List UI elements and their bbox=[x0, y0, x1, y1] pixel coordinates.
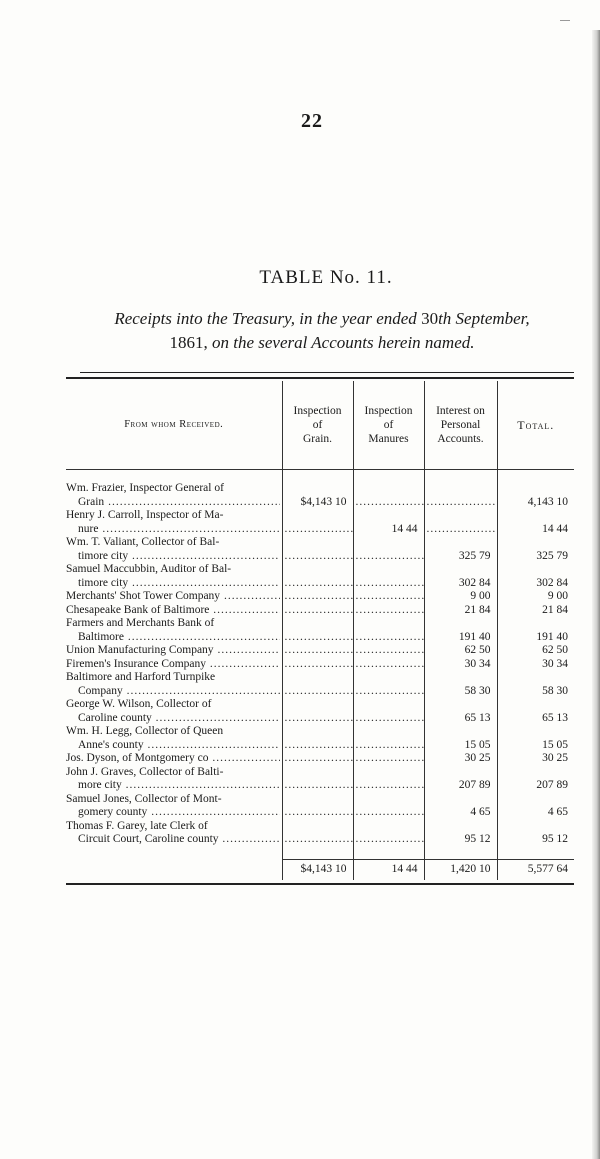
manures-amount-cell bbox=[353, 631, 424, 645]
manures-amount-cell bbox=[353, 509, 424, 523]
manures-amount-cell bbox=[353, 820, 424, 834]
receipt-source-line: Wm. T. Valiant, Collector of Bal- bbox=[66, 536, 220, 548]
grain-amount-cell bbox=[282, 698, 353, 712]
total-amount-cell: 65 13 bbox=[497, 712, 574, 726]
manures-amount-cell bbox=[353, 779, 424, 793]
grain-amount-cell bbox=[282, 820, 353, 834]
table-bottom-rule bbox=[66, 883, 574, 885]
total-amount-cell: 62 50 bbox=[497, 644, 574, 658]
receipts-grid bbox=[66, 381, 574, 880]
grain-amount-cell bbox=[282, 671, 353, 685]
manures-amount-cell bbox=[353, 685, 424, 699]
receipt-source-line: Firemen's Insurance Company ..... bbox=[66, 658, 280, 672]
grain-amount-cell bbox=[282, 523, 353, 537]
grain-amount-cell bbox=[282, 536, 353, 550]
manures-amount-cell bbox=[353, 712, 424, 726]
total-amount-cell bbox=[497, 617, 574, 631]
table-row bbox=[66, 496, 574, 510]
receipt-source-cell bbox=[66, 725, 282, 739]
receipt-source-cell bbox=[66, 671, 282, 685]
receipt-source-line: Farmers and Merchants Bank of bbox=[66, 617, 215, 629]
header-interest-line3: Accounts. bbox=[437, 433, 484, 445]
table-subtitle bbox=[66, 307, 578, 355]
receipt-source-cell bbox=[66, 577, 282, 591]
receipt-source-line: John J. Graves, Collector of Balti- bbox=[66, 765, 224, 778]
receipt-source-line: Union Manufacturing Company ..... bbox=[66, 644, 280, 658]
receipt-source-line: Samuel Maccubbin, Auditor of Bal- bbox=[66, 563, 232, 575]
interest-amount-cell bbox=[424, 671, 497, 685]
receipt-source-cell bbox=[66, 550, 282, 564]
table-row bbox=[66, 725, 574, 739]
receipt-source-line: Baltimore ..... bbox=[66, 631, 280, 645]
manures-amount-cell bbox=[353, 604, 424, 618]
header-interest-personal-accounts bbox=[424, 381, 497, 470]
total-amount-cell bbox=[497, 820, 574, 834]
table-row bbox=[66, 833, 574, 847]
header-from-whom-received: From whom Received. bbox=[66, 381, 282, 470]
table-row bbox=[66, 617, 574, 631]
receipt-source-line: George W. Wilson, Collector of bbox=[66, 698, 212, 710]
page-number: 22 bbox=[301, 110, 323, 132]
receipt-source-cell bbox=[66, 536, 282, 550]
receipt-source-line: Samuel Jones, Collector of Mont- bbox=[66, 792, 222, 805]
header-manures-line1: Inspection bbox=[364, 405, 413, 417]
total-manures-cell: 14 44 bbox=[353, 859, 424, 880]
interest-amount-cell: 30 34 bbox=[424, 658, 497, 672]
manures-amount-cell bbox=[353, 536, 424, 550]
grain-amount-cell bbox=[282, 685, 353, 699]
receipt-source-cell bbox=[66, 658, 282, 672]
table-row bbox=[66, 752, 574, 766]
manures-amount-cell bbox=[353, 739, 424, 753]
header-total: Total. bbox=[497, 381, 574, 470]
interest-amount-cell: 325 79 bbox=[424, 550, 497, 564]
table-row bbox=[66, 536, 574, 550]
receipt-source-line: Grain ..... bbox=[66, 496, 280, 510]
total-amount-cell bbox=[497, 671, 574, 685]
interest-amount-cell: 4 65 bbox=[424, 806, 497, 820]
table-row bbox=[66, 712, 574, 726]
interest-amount-cell: 21 84 bbox=[424, 604, 497, 618]
manures-amount-cell bbox=[353, 671, 424, 685]
total-amount-cell bbox=[497, 725, 574, 739]
interest-amount-cell: 65 13 bbox=[424, 712, 497, 726]
receipt-source-line: Wm. H. Legg, Collector of Queen bbox=[66, 725, 224, 737]
receipt-source-cell bbox=[66, 509, 282, 523]
grain-amount-cell bbox=[282, 509, 353, 523]
table-row bbox=[66, 482, 574, 496]
grain-amount-cell bbox=[282, 482, 353, 496]
total-amount-cell: 4 65 bbox=[497, 806, 574, 820]
manures-amount-cell bbox=[353, 482, 424, 496]
interest-amount-cell: 302 84 bbox=[424, 577, 497, 591]
spacer-row bbox=[66, 470, 574, 483]
table-row bbox=[66, 631, 574, 645]
total-amount-cell: 207 89 bbox=[497, 779, 574, 793]
table-row bbox=[66, 685, 574, 699]
receipt-source-cell bbox=[66, 833, 282, 847]
table-row bbox=[66, 739, 574, 753]
receipt-source-cell bbox=[66, 590, 282, 604]
manures-amount-cell bbox=[353, 563, 424, 577]
interest-amount-cell bbox=[424, 509, 497, 523]
total-total-cell: 5,577 64 bbox=[497, 859, 574, 880]
receipt-source-line: Jos. Dyson, of Montgomery co ..... bbox=[66, 752, 280, 766]
grain-amount-cell bbox=[282, 725, 353, 739]
header-inspection-manures bbox=[353, 381, 424, 470]
manures-amount-cell bbox=[353, 617, 424, 631]
total-amount-cell: 95 12 bbox=[497, 833, 574, 847]
receipt-source-cell bbox=[66, 712, 282, 726]
grain-amount-cell bbox=[282, 712, 353, 726]
interest-amount-cell bbox=[424, 793, 497, 807]
receipt-source-cell bbox=[66, 563, 282, 577]
manures-amount-cell bbox=[353, 725, 424, 739]
table-title: TABLE No. 11. bbox=[259, 267, 393, 288]
receipt-source-line: Circuit Court, Caroline county ..... bbox=[66, 833, 280, 847]
total-amount-cell: 21 84 bbox=[497, 604, 574, 618]
interest-amount-cell: 207 89 bbox=[424, 779, 497, 793]
receipt-source-cell bbox=[66, 644, 282, 658]
header-interest-line1: Interest on bbox=[436, 405, 485, 417]
table-row bbox=[66, 509, 574, 523]
grain-amount-cell bbox=[282, 766, 353, 780]
interest-amount-cell: 58 30 bbox=[424, 685, 497, 699]
receipt-source-cell bbox=[66, 779, 282, 793]
total-amount-cell: 325 79 bbox=[497, 550, 574, 564]
receipt-source-cell bbox=[66, 752, 282, 766]
table-row bbox=[66, 644, 574, 658]
header-row bbox=[66, 381, 574, 470]
header-manures-line2: of bbox=[383, 419, 394, 431]
receipt-source-line: Henry J. Carroll, Inspector of Ma- bbox=[66, 509, 224, 521]
receipt-source-cell bbox=[66, 766, 282, 780]
receipt-source-cell bbox=[66, 631, 282, 645]
total-interest-cell: 1,420 10 bbox=[424, 859, 497, 880]
table-row bbox=[66, 806, 574, 820]
table-row bbox=[66, 658, 574, 672]
manures-amount-cell: 14 44 bbox=[353, 523, 424, 537]
table-top-rule bbox=[80, 372, 574, 373]
receipt-source-cell bbox=[66, 604, 282, 618]
receipt-source-line: Merchants' Shot Tower Company ..... bbox=[66, 590, 280, 604]
totals-label-cell bbox=[66, 859, 282, 880]
receipt-source-cell bbox=[66, 482, 282, 496]
manures-amount-cell bbox=[353, 496, 424, 510]
receipt-source-cell bbox=[66, 617, 282, 631]
table-row bbox=[66, 766, 574, 780]
total-amount-cell bbox=[497, 793, 574, 807]
manures-amount-cell bbox=[353, 752, 424, 766]
total-amount-cell bbox=[497, 509, 574, 523]
table-row bbox=[66, 779, 574, 793]
receipt-source-cell bbox=[66, 793, 282, 807]
manures-amount-cell bbox=[353, 806, 424, 820]
receipt-source-cell bbox=[66, 820, 282, 834]
total-amount-cell: 30 25 bbox=[497, 752, 574, 766]
grain-amount-cell bbox=[282, 658, 353, 672]
grain-amount-cell bbox=[282, 793, 353, 807]
table-row bbox=[66, 604, 574, 618]
receipt-source-line: Baltimore and Harford Turnpike bbox=[66, 671, 216, 683]
table-row bbox=[66, 793, 574, 807]
receipt-source-cell bbox=[66, 698, 282, 712]
interest-amount-cell bbox=[424, 496, 497, 510]
receipt-source-line: Company ..... bbox=[66, 685, 280, 699]
grain-amount-cell: $4,143 10 bbox=[282, 496, 353, 510]
manures-amount-cell bbox=[353, 658, 424, 672]
receipt-source-line: Chesapeake Bank of Baltimore ..... bbox=[66, 604, 280, 618]
subtitle-date-num: 30 bbox=[421, 309, 439, 328]
receipt-source-line: timore city ..... bbox=[66, 577, 280, 591]
total-amount-cell: 4,143 10 bbox=[497, 496, 574, 510]
total-amount-cell: 191 40 bbox=[497, 631, 574, 645]
receipt-source-line: Thomas F. Garey, late Clerk of bbox=[66, 819, 208, 832]
interest-amount-cell: 95 12 bbox=[424, 833, 497, 847]
total-amount-cell: 15 05 bbox=[497, 739, 574, 753]
subtitle-date-th: th bbox=[438, 309, 452, 328]
manures-amount-cell bbox=[353, 577, 424, 591]
interest-amount-cell: 15 05 bbox=[424, 739, 497, 753]
interest-amount-cell: 30 25 bbox=[424, 752, 497, 766]
table-row bbox=[66, 820, 574, 834]
total-amount-cell: 14 44 bbox=[497, 523, 574, 537]
table-row bbox=[66, 550, 574, 564]
grain-amount-cell bbox=[282, 631, 353, 645]
header-interest-line2: Personal bbox=[440, 419, 481, 431]
receipt-source-cell bbox=[66, 739, 282, 753]
header-grain-line1: Inspection bbox=[293, 405, 342, 417]
page-edge-shadow bbox=[592, 30, 600, 1159]
grain-amount-cell bbox=[282, 617, 353, 631]
manures-amount-cell bbox=[353, 833, 424, 847]
receipt-source-line: nure ..... bbox=[66, 523, 280, 537]
interest-amount-cell bbox=[424, 563, 497, 577]
table-row bbox=[66, 523, 574, 537]
interest-amount-cell bbox=[424, 536, 497, 550]
receipt-source-cell bbox=[66, 806, 282, 820]
total-amount-cell bbox=[497, 698, 574, 712]
receipt-source-line: gomery county ..... bbox=[66, 806, 280, 820]
subtitle-part3: on the several Accounts herein named. bbox=[207, 333, 475, 352]
header-manures-line3: Manures bbox=[368, 433, 409, 445]
total-amount-cell: 30 34 bbox=[497, 658, 574, 672]
grain-amount-cell bbox=[282, 833, 353, 847]
table-row bbox=[66, 671, 574, 685]
interest-amount-cell bbox=[424, 766, 497, 780]
table-top-double-rule bbox=[66, 377, 574, 379]
receipt-source-line: timore city ..... bbox=[66, 550, 280, 564]
subtitle-year: 1861, bbox=[169, 333, 208, 352]
table-row bbox=[66, 577, 574, 591]
grain-amount-cell bbox=[282, 752, 353, 766]
receipt-source-cell bbox=[66, 523, 282, 537]
total-amount-cell: 58 30 bbox=[497, 685, 574, 699]
receipt-source-cell bbox=[66, 496, 282, 510]
interest-amount-cell: 191 40 bbox=[424, 631, 497, 645]
edge-mark bbox=[560, 20, 570, 21]
interest-amount-cell: 62 50 bbox=[424, 644, 497, 658]
grain-amount-cell bbox=[282, 739, 353, 753]
receipt-source-line: Anne's county ..... bbox=[66, 739, 280, 753]
grain-amount-cell bbox=[282, 806, 353, 820]
interest-amount-cell bbox=[424, 820, 497, 834]
receipt-source-line: Wm. Frazier, Inspector General of bbox=[66, 482, 224, 494]
spacer-row bbox=[66, 847, 574, 860]
manures-amount-cell bbox=[353, 793, 424, 807]
total-amount-cell: 302 84 bbox=[497, 577, 574, 591]
totals-row bbox=[66, 859, 574, 880]
total-amount-cell: 9 00 bbox=[497, 590, 574, 604]
total-grain-cell: $4,143 10 bbox=[282, 859, 353, 880]
header-grain-line2: of bbox=[312, 419, 323, 431]
header-inspection-grain bbox=[282, 381, 353, 470]
manures-amount-cell bbox=[353, 590, 424, 604]
grain-amount-cell bbox=[282, 563, 353, 577]
manures-amount-cell bbox=[353, 644, 424, 658]
table-row bbox=[66, 698, 574, 712]
total-amount-cell bbox=[497, 482, 574, 496]
interest-amount-cell bbox=[424, 617, 497, 631]
receipt-source-line: Caroline county ..... bbox=[66, 712, 280, 726]
manures-amount-cell bbox=[353, 698, 424, 712]
interest-amount-cell bbox=[424, 482, 497, 496]
grain-amount-cell bbox=[282, 779, 353, 793]
receipt-source-cell bbox=[66, 685, 282, 699]
interest-amount-cell bbox=[424, 523, 497, 537]
grain-amount-cell bbox=[282, 590, 353, 604]
interest-amount-cell: 9 00 bbox=[424, 590, 497, 604]
header-grain-line3: Grain. bbox=[302, 433, 333, 445]
grain-amount-cell bbox=[282, 577, 353, 591]
total-amount-cell bbox=[497, 563, 574, 577]
subtitle-part2: September, bbox=[451, 309, 530, 328]
grain-amount-cell bbox=[282, 604, 353, 618]
grain-amount-cell bbox=[282, 644, 353, 658]
grain-amount-cell bbox=[282, 550, 353, 564]
total-amount-cell bbox=[497, 766, 574, 780]
receipt-source-line: more city ..... bbox=[66, 779, 280, 793]
interest-amount-cell bbox=[424, 698, 497, 712]
total-amount-cell bbox=[497, 536, 574, 550]
table-row bbox=[66, 590, 574, 604]
manures-amount-cell bbox=[353, 550, 424, 564]
table-row bbox=[66, 563, 574, 577]
manures-amount-cell bbox=[353, 766, 424, 780]
interest-amount-cell bbox=[424, 725, 497, 739]
subtitle-part1: Receipts into the Treasury, in the year ended bbox=[114, 309, 422, 328]
